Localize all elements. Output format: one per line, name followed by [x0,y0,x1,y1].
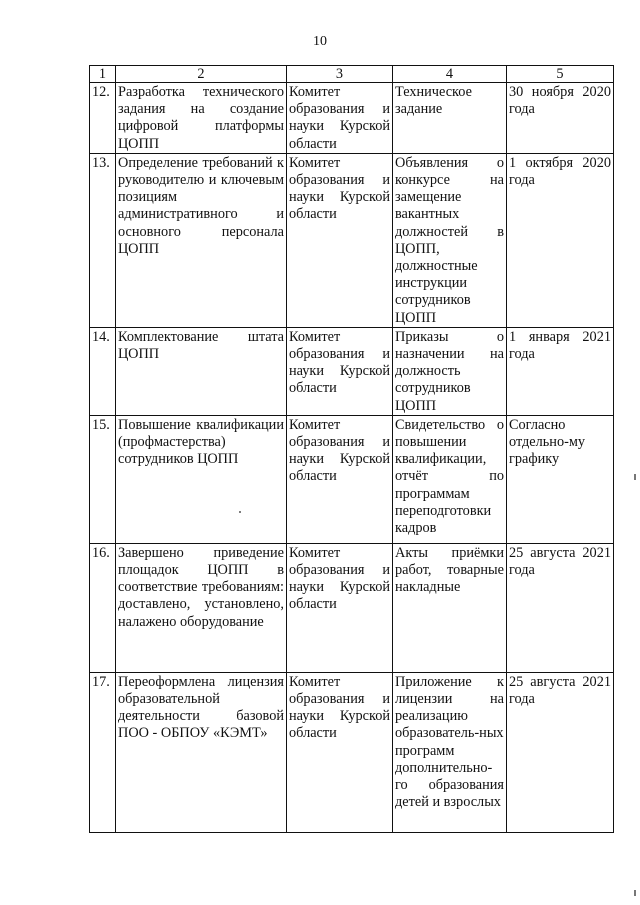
task-cell: Переоформлена лицензия образовательной деятельности базовой ПОО - ОБПОУ «КЭМТ» [116,672,287,832]
table-row [90,83,614,154]
deadline-cell: 1 января 2021 года [507,327,614,415]
scan-speck [239,511,241,513]
table-row [90,672,614,832]
page-number: 10 [313,34,327,49]
action-plan-table [89,65,614,833]
table-row [90,327,614,415]
deadline-cell: 1 октября 2020 года [507,153,614,327]
row-number: 12. [90,83,116,154]
task-cell: Повышение квалификации (профмастерства) сотрудников ЦОПП [116,415,287,543]
result-cell: Акты приёмки работ, товарные накладные [393,543,507,672]
column-header: 3 [287,66,393,83]
row-number: 16. [90,543,116,672]
task-cell: Определение требований к руководителю и ключевым позициям административного и основного персонала ЦОПП [116,153,287,327]
task-cell: Разработка технического задания на создание цифровой платформы ЦОПП [116,83,287,154]
result-cell: Приказы о назначении на должность сотрудников ЦОПП [393,327,507,415]
table-row [90,543,614,672]
result-cell: Свидетельство о повышении квалификации, отчёт по программам переподготовки кадров [393,415,507,543]
result-cell: Техническое задание [393,83,507,154]
column-header: 4 [393,66,507,83]
responsible-cell: Комитет образования и науки Курской области [287,672,393,832]
table-row [90,153,614,327]
column-header: 2 [116,66,287,83]
row-number: 13. [90,153,116,327]
deadline-cell: 25 августа 2021 года [507,543,614,672]
responsible-cell: Комитет образования и науки Курской области [287,543,393,672]
table-header-row [90,66,614,83]
row-number: 17. [90,672,116,832]
responsible-cell: Комитет образования и науки Курской области [287,153,393,327]
row-number: 14. [90,327,116,415]
table-row [90,415,614,543]
column-header: 1 [90,66,116,83]
deadline-cell: 25 августа 2021 года [507,672,614,832]
task-cell: Комплектование штата ЦОПП [116,327,287,415]
task-cell: Завершено приведение площадок ЦОПП в соответствие требованиям: доставлено, установлено, налажено оборудование [116,543,287,672]
responsible-cell: Комитет образования и науки Курской области [287,327,393,415]
row-number: 15. [90,415,116,543]
scan-edge-mark [634,474,636,480]
responsible-cell: Комитет образования и науки Курской области [287,415,393,543]
scan-edge-mark [634,890,636,896]
result-cell: Приложение к лицензии на реализацию образователь-ных программ дополнительно-го образования детей и взрослых [393,672,507,832]
result-cell: Объявления о конкурсе на замещение вакантных должностей в ЦОПП, должностные инструкции сотрудников ЦОПП [393,153,507,327]
deadline-cell: 30 ноября 2020 года [507,83,614,154]
deadline-cell: Согласно отдельно-му графику [507,415,614,543]
responsible-cell: Комитет образования и науки Курской области [287,83,393,154]
column-header: 5 [507,66,614,83]
